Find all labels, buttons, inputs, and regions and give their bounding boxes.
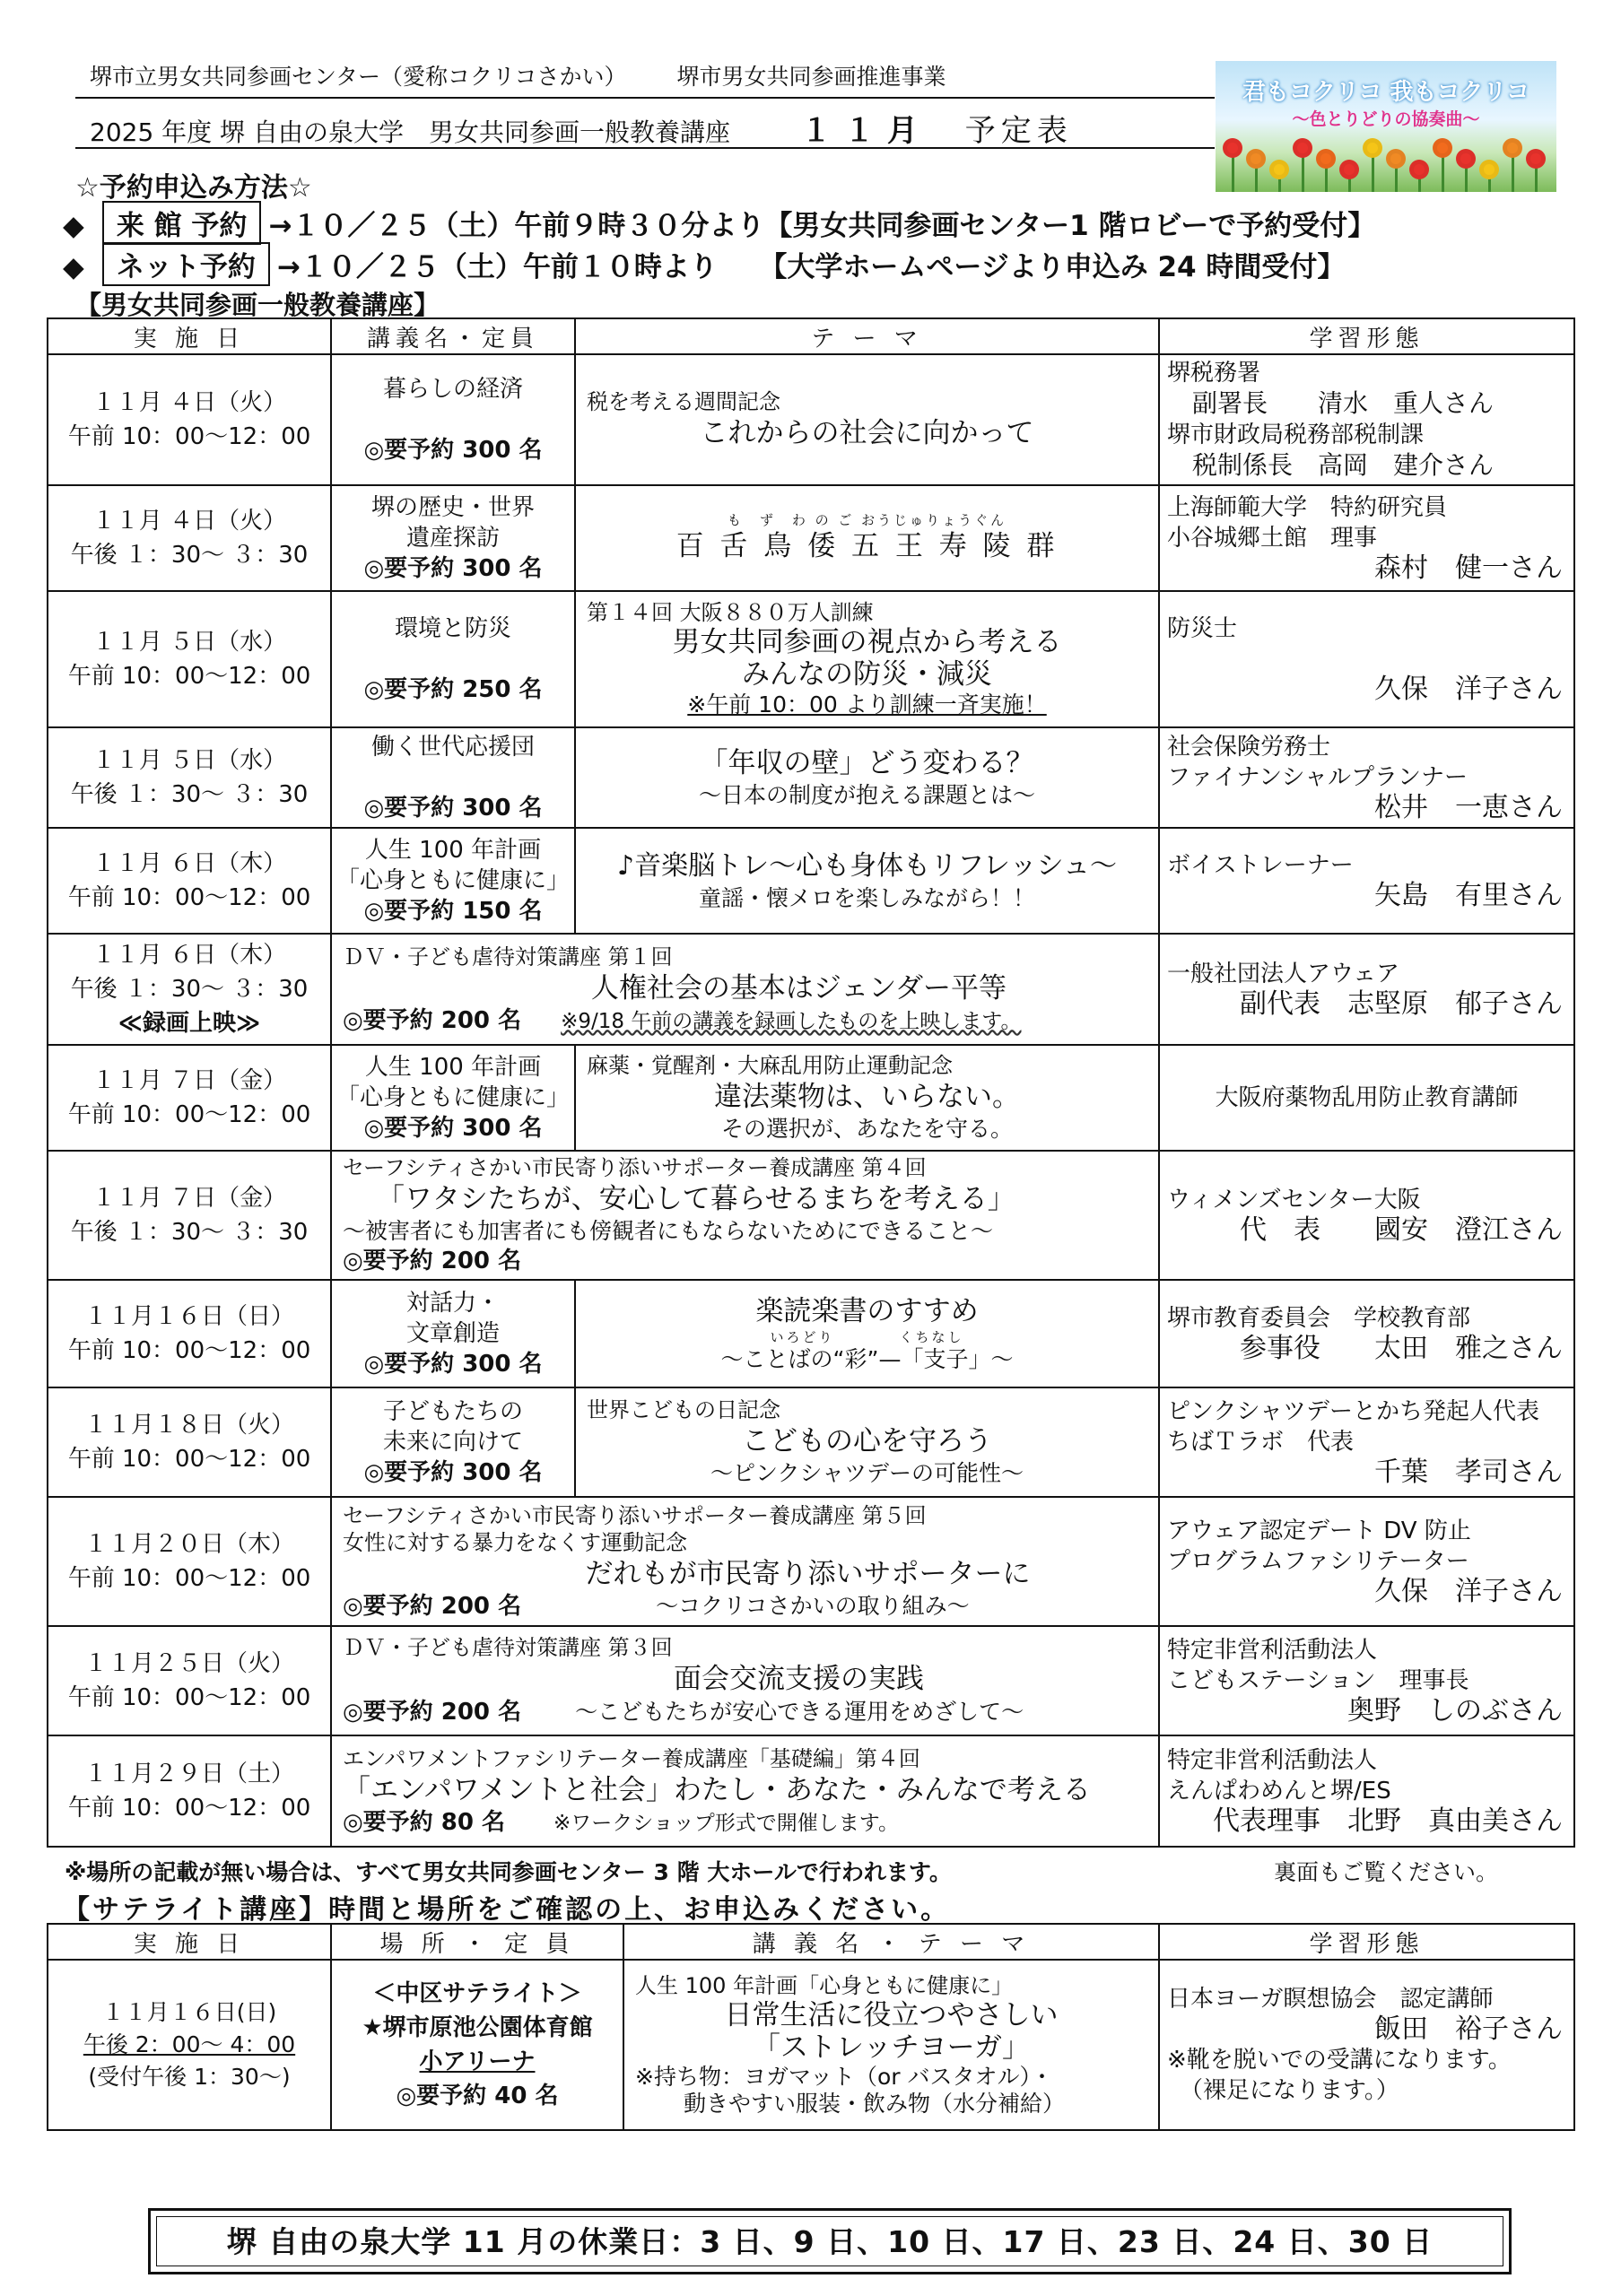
speaker-line: こどもステーション 理事長 xyxy=(1167,1667,1469,1694)
time: 午前 10：00〜12：00 xyxy=(67,1565,311,1592)
sat-bring-2: 動きやすい服装・飲み物（水分補給） xyxy=(684,2091,1066,2117)
speaker-name: 代 表 國安 澄江さん xyxy=(1240,1214,1563,1246)
poppy-banner xyxy=(1216,61,1556,192)
theme-ruby: も ず わ の ご おうじゅりょうぐん xyxy=(727,512,1007,528)
theme-main: これからの社会に向かって xyxy=(700,417,1034,449)
theme-main: 「年収の壁」どう変わる？ xyxy=(700,747,1034,779)
date: １１月 ４日（火） xyxy=(92,508,287,535)
lecture-title: 働く世代応援団 xyxy=(370,734,535,761)
date: １１月１８日（火） xyxy=(83,1412,294,1439)
holiday-box xyxy=(148,2208,1512,2274)
theme-main: 楽読楽書のすすめ xyxy=(755,1295,979,1327)
time: 午後 １：30〜 ３：30 xyxy=(70,1219,309,1246)
date: １１月 ５日（水） xyxy=(92,747,287,774)
speaker-name: 森村 健一さん xyxy=(1374,552,1563,584)
month-label: １１月 xyxy=(800,113,930,149)
lecture-title: 暮らしの経済 xyxy=(382,376,523,403)
speaker-line: 小谷城郷土館 理事 xyxy=(1167,525,1378,552)
time: 午前 10：00〜12：00 xyxy=(67,1795,311,1822)
lecture-title: 人生 100 年計画 xyxy=(364,1054,542,1081)
reservation-row-visit xyxy=(63,201,1375,245)
flower-stem xyxy=(1512,154,1514,192)
sat-reception: (受付午後 1：30〜) xyxy=(88,2064,291,2090)
header-rule-top xyxy=(75,97,1215,99)
diamond-icon: ◆ xyxy=(63,210,84,242)
lecture-table xyxy=(47,317,1575,1848)
speaker-line: 副署長 清水 重人さん xyxy=(1167,388,1495,418)
speaker-name: 副代表 志堅原 郁子さん xyxy=(1240,988,1563,1020)
table-row xyxy=(48,485,1574,591)
speaker-line: 税制係長 高岡 建介さん xyxy=(1167,450,1495,480)
table-row xyxy=(48,591,1574,727)
poppy-flower xyxy=(1269,160,1289,179)
lecture-title-2: 未来に向けて xyxy=(382,1429,523,1456)
speaker-name: 久保 洋子さん xyxy=(1374,674,1563,705)
header-date: 実 施 日 xyxy=(48,318,331,354)
lecture-title: 子どもたちの xyxy=(382,1398,523,1425)
date: １１月 ６日（木） xyxy=(92,942,287,969)
theme-lead: ＤＶ・子ども虐待対策講座 第３回 xyxy=(343,1635,673,1660)
time: 午前 10：00〜12：00 xyxy=(67,1446,311,1473)
sat-time: 午後 2：00〜 4：00 xyxy=(83,2031,296,2057)
sat-note-2: （裸足になります。） xyxy=(1180,2077,1399,2104)
theme-main: 人権社会の基本はジェンダー平等 xyxy=(590,971,1007,1004)
speaker-line: プログラムファシリテーター xyxy=(1167,1548,1469,1575)
table-row xyxy=(48,828,1574,934)
schedule-label: 予定表 xyxy=(964,113,1073,149)
lecture-title: 人生 100 年計画 xyxy=(364,837,542,864)
theme-main: 「エンパワメントと社会」わたし・あなた・みんなで考える xyxy=(343,1773,1091,1806)
sat-capacity: ◎要予約 40 名 xyxy=(396,2083,559,2109)
theme-sub: 〜日本の制度が抱える課題とは〜 xyxy=(698,782,1035,808)
header-org-line xyxy=(90,59,989,91)
sat-speaker-1: 日本ヨーガ瞑想協会 認定講師 xyxy=(1167,1986,1494,2013)
venue-note: ※場所の記載が無い場合は、すべて男女共同参画センター 3 階 大ホールで行われます。 xyxy=(65,1859,952,1885)
header-rule-bottom xyxy=(75,147,1215,149)
table-row xyxy=(48,1960,1574,2130)
speaker-name: 代表理事 北野 真由美さん xyxy=(1213,1805,1563,1837)
table-row xyxy=(48,1151,1574,1280)
table-header-row xyxy=(48,318,1574,354)
poppy-flower xyxy=(1363,138,1382,158)
flower-stem xyxy=(1302,154,1304,192)
speaker-line: アウェア認定デート DV 防止 xyxy=(1167,1518,1471,1544)
table-row xyxy=(48,354,1574,485)
flower-stem xyxy=(1232,154,1234,192)
theme-lead: 麻薬・覚醒剤・大麻乱用防止運動記念 xyxy=(587,1053,953,1078)
theme-main: 男女共同参画の視点から考える xyxy=(672,626,1062,658)
poppy-flower xyxy=(1433,138,1452,158)
poppy-flower xyxy=(1409,160,1429,179)
speaker-name: 参事役 太田 雅之さん xyxy=(1240,1333,1563,1364)
net-text: →１０／２５（土）午前１０時より 【大学ホームページより申込み 24 時間受付】 xyxy=(276,251,1346,283)
flower-stem xyxy=(1325,165,1328,192)
theme-sub: 〜被害者にも加害者にも傍観者にもならないためにできること〜 xyxy=(343,1218,994,1244)
lecture-title-2: 文章創造 xyxy=(405,1320,500,1347)
theme-lead: エンパワメントファシリテーター養成講座「基礎編」第４回 xyxy=(343,1745,920,1771)
theme-main: こどもの心を守ろう xyxy=(742,1425,992,1457)
sat-header-theme: 講 義 名 ・ テ ー マ xyxy=(623,1924,1159,1960)
date: １１月２０日（木） xyxy=(83,1531,294,1558)
capacity: ◎要予約 200 名 xyxy=(343,1699,522,1726)
diamond-icon: ◆ xyxy=(63,251,84,283)
theme-sub: 〜ことばの“彩”—「支子」〜 xyxy=(720,1346,1014,1372)
table-row xyxy=(48,1045,1574,1151)
speaker-name: 矢島 有里さん xyxy=(1374,880,1563,911)
speaker-line: ボイストレーナー xyxy=(1167,852,1354,879)
back-note: 裏面もご覧ください。 xyxy=(1274,1859,1499,1885)
speaker-line: 堺市財政局税務部税制課 xyxy=(1167,422,1425,448)
speaker-line: えんぱわめんと堺/ES xyxy=(1167,1778,1391,1805)
time: 午前 10：00〜12：00 xyxy=(67,663,311,690)
speaker-line: 堺税務署 xyxy=(1167,360,1261,387)
theme-main: 違法薬物は、いらない。 xyxy=(714,1081,1020,1113)
theme-main: 「ワタシたちが、安心して暮らせるまちを考える」 xyxy=(377,1183,1015,1215)
date: １１月 ６日（木） xyxy=(92,850,287,877)
poppy-flower xyxy=(1293,138,1312,158)
table-row xyxy=(48,1497,1574,1626)
flower-stem xyxy=(1372,154,1374,192)
sat-main-1: 日常生活に役立つやさしい xyxy=(724,1999,1059,2031)
date: １１月 ７日（金） xyxy=(92,1067,287,1094)
sat-place-3: 小アリーナ xyxy=(419,2048,536,2075)
lecture-title-2: 「心身ともに健康に」 xyxy=(336,867,570,894)
theme-sub: 〜コクリコさかいの取り組み〜 xyxy=(656,1593,970,1619)
capacity: ◎要予約 200 名 xyxy=(343,1006,522,1034)
date: １１月１６日（日） xyxy=(83,1303,294,1330)
speaker-line: 一般社団法人アウェア xyxy=(1167,961,1399,987)
speaker-line: ちばＴラボ 代表 xyxy=(1167,1429,1355,1456)
speaker-line: 特定非営利活動法人 xyxy=(1167,1747,1378,1774)
speaker-name: 久保 洋子さん xyxy=(1374,1576,1563,1607)
reservation-row-net xyxy=(63,242,1345,286)
theme-main: 百 舌 鳥 倭 五 王 寿 陵 群 xyxy=(675,530,1059,562)
sat-header-date: 実 施 日 xyxy=(48,1924,331,1960)
theme-lead: ＤＶ・子ども虐待対策講座 第１回 xyxy=(343,944,673,970)
theme-note: ※9/18 午前の講義を録画したものを上映します。 xyxy=(561,1009,1022,1033)
poppy-flower xyxy=(1316,149,1336,169)
recording-tag: ≪録画上映≫ xyxy=(118,1010,261,1037)
date: １１月 ７日（金） xyxy=(92,1185,287,1212)
satellite-title: 【サテライト講座】時間と場所をご確認の上、お申込みください。 xyxy=(63,1894,951,1926)
capacity: ◎要予約 250 名 xyxy=(363,676,543,703)
table-header-row xyxy=(48,1924,1574,1960)
lecture-title: 堺の歴史・世界遺産探訪 xyxy=(370,494,535,552)
speaker-name: 奥野 しのぶさん xyxy=(1347,1695,1563,1726)
lecture-title: 対話力・ xyxy=(405,1290,500,1317)
table-row xyxy=(48,1387,1574,1497)
theme-lead: 世界こどもの日記念 xyxy=(587,1397,780,1422)
capacity: ◎要予約 300 名 xyxy=(363,1115,543,1142)
sat-place-2: ★堺市原池公園体育館 xyxy=(362,2014,593,2041)
header-speaker: 学習形態 xyxy=(1159,318,1574,354)
section-title: 【男女共同参画一般教養講座】 xyxy=(75,290,440,320)
visit-text: →１０／２５（土）午前９時３０分より【男女共同参画センター1 階ロビーで予約受付】 xyxy=(268,210,1376,242)
poppy-flower xyxy=(1503,138,1522,158)
table-row xyxy=(48,1280,1574,1387)
theme-lead: 税を考える週間記念 xyxy=(587,389,780,414)
time: 午後 １：30〜 ３：30 xyxy=(70,976,309,1003)
theme-sub: 〜ピンクシャツデーの可能性〜 xyxy=(710,1460,1024,1486)
capacity: ◎要予約 200 名 xyxy=(343,1248,522,1274)
net-label: ネット予約 xyxy=(102,242,270,286)
theme-lead: セーフシティさかい市民寄り添いサポーター養成講座 第４回 xyxy=(343,1155,927,1180)
sat-bring-1: ※持ち物：ヨガマット（or バスタオル）・ xyxy=(635,2064,1053,2090)
visit-label: 来 館 予約 xyxy=(102,201,262,245)
sat-header-speaker: 学習形態 xyxy=(1159,1924,1574,1960)
header-theme: テ ー マ xyxy=(575,318,1159,354)
table-row xyxy=(48,727,1574,828)
capacity: ◎要予約 150 名 xyxy=(363,898,543,925)
time: 午後 １：30〜 ３：30 xyxy=(70,542,309,569)
theme-main: だれもが市民寄り添いサポーターに xyxy=(585,1558,1031,1590)
flower-stem xyxy=(1442,154,1444,192)
speaker-name: 千葉 孝司さん xyxy=(1374,1457,1563,1488)
satellite-table xyxy=(47,1923,1575,2131)
capacity: ◎要予約 200 名 xyxy=(343,1593,522,1620)
banner-subtitle: 〜色とりどりの協奏曲〜 xyxy=(1292,109,1480,129)
capacity: ◎要予約 300 名 xyxy=(363,437,543,464)
table-row xyxy=(48,934,1574,1045)
time: 午前 10：00〜12：00 xyxy=(67,1101,311,1128)
holiday-text: 堺 自由の泉大学 11 月の休業日：3 日、9 日、10 日、17 日、23 日、24 日、30 日 xyxy=(156,2216,1503,2266)
lecture-title: 環境と防災 xyxy=(394,615,511,642)
theme-sub: その選択が、あなたを守る。 xyxy=(720,1116,1013,1142)
date: １１月２５日（火） xyxy=(83,1650,294,1677)
theme-main: 面会交流支援の実践 xyxy=(674,1663,924,1695)
theme-note: ※ワークショップ形式で開催します。 xyxy=(553,1811,899,1835)
flower-stem xyxy=(1535,165,1538,192)
theme-note: ※午前 10：00 より訓練一斉実施！ xyxy=(687,691,1047,718)
theme-ruby: いろどり くちなし xyxy=(770,1329,964,1345)
header-title: 講義名・定員 xyxy=(331,318,575,354)
speaker-line: 堺市教育委員会 学校教育部 xyxy=(1167,1305,1471,1332)
date: １１月 ５日（水） xyxy=(92,629,287,656)
header-course-line xyxy=(90,106,1073,150)
flower-stem xyxy=(1395,165,1398,192)
theme-lead-2: 女性に対する暴力をなくす運動記念 xyxy=(343,1530,687,1555)
time: 午前 10：00〜12：00 xyxy=(67,1684,311,1711)
sat-speaker-name: 飯田 裕子さん xyxy=(1374,2013,1563,2045)
reservation-heading: ☆予約申込み方法☆ xyxy=(75,172,312,204)
speaker-line: 防災士 xyxy=(1167,615,1238,642)
table-row xyxy=(48,1735,1574,1847)
theme-lead: セーフシティさかい市民寄り添いサポーター養成講座 第５回 xyxy=(343,1503,927,1528)
poppy-flower xyxy=(1386,149,1406,169)
theme-main-2: みんなの防災・減災 xyxy=(742,658,992,691)
sat-lead: 人生 100 年計画「心身ともに健康に」 xyxy=(635,1973,1014,1998)
poppy-flower xyxy=(1526,149,1546,169)
banner-title: 君もコクリコ 我もコクリコ xyxy=(1242,79,1529,106)
poppy-flower xyxy=(1479,160,1499,179)
sat-header-place: 場 所 ・ 定 員 xyxy=(331,1924,623,1960)
poppy-flower xyxy=(1339,160,1359,179)
time: 午後 １：30〜 ３：30 xyxy=(70,781,309,808)
speaker-line: 特定非営利活動法人 xyxy=(1167,1637,1378,1664)
poppy-flower xyxy=(1456,149,1476,169)
time: 午前 10：00〜12：00 xyxy=(67,423,311,450)
speaker-line: 社会保険労務士 xyxy=(1167,734,1331,761)
capacity: ◎要予約 300 名 xyxy=(363,795,543,822)
speaker-line: 上海師範大学 特約研究員 xyxy=(1167,494,1448,521)
sat-note-1: ※靴を脱いでの受講になります。 xyxy=(1167,2047,1512,2074)
sat-date: １１月１６日(日) xyxy=(101,1999,277,2025)
speaker-line: 大阪府薬物乱用防止教育講師 xyxy=(1215,1084,1519,1111)
capacity: ◎要予約 300 名 xyxy=(363,1459,543,1486)
theme-sub: 〜こどもたちが安心できる運用をめざして〜 xyxy=(575,1699,1024,1725)
poppy-flower xyxy=(1246,149,1266,169)
capacity: ◎要予約 300 名 xyxy=(363,1351,543,1378)
date: １１月 ４日（火） xyxy=(92,389,287,416)
poppy-flower xyxy=(1223,138,1242,158)
lecture-title-2: 「心身ともに健康に」 xyxy=(336,1084,570,1111)
flower-stem xyxy=(1255,165,1258,192)
sat-place-1: ＜中区サテライト＞ xyxy=(372,1980,582,2007)
speaker-line: ファイナンシャルプランナー xyxy=(1167,764,1468,791)
flower-stem xyxy=(1465,165,1468,192)
theme-lead: 第１４回 大阪８８０万人訓練 xyxy=(587,600,874,625)
speaker-line: ピンクシャツデーとかち発起人代表 xyxy=(1167,1398,1539,1425)
course-title: 2025 年度 堺 自由の泉大学 男女共同参画一般教養講座 xyxy=(90,117,730,147)
sat-main-2: 「ストレッチヨーガ」 xyxy=(752,2031,1031,2064)
time: 午前 10：00〜12：00 xyxy=(67,1337,311,1364)
org-name: 堺市立男女共同参画センター（愛称コクリコさかい） xyxy=(90,64,627,90)
capacity: ◎要予約 300 名 xyxy=(363,555,543,582)
speaker-line: ウィメンズセンター大阪 xyxy=(1167,1187,1421,1213)
speaker-name: 松井 一恵さん xyxy=(1374,792,1563,823)
theme-main: ♪音楽脳トレ〜心も身体もリフレッシュ〜 xyxy=(616,850,1118,882)
table-row xyxy=(48,1626,1574,1735)
time: 午前 10：00〜12：00 xyxy=(67,884,311,911)
capacity: ◎要予約 80 名 xyxy=(343,1808,505,1836)
theme-sub: 童謡・懐メロを楽しみながら！！ xyxy=(698,885,1035,911)
program-name: 堺市男女共同参画推進事業 xyxy=(676,64,946,90)
date: １１月２９日（土） xyxy=(83,1761,294,1787)
